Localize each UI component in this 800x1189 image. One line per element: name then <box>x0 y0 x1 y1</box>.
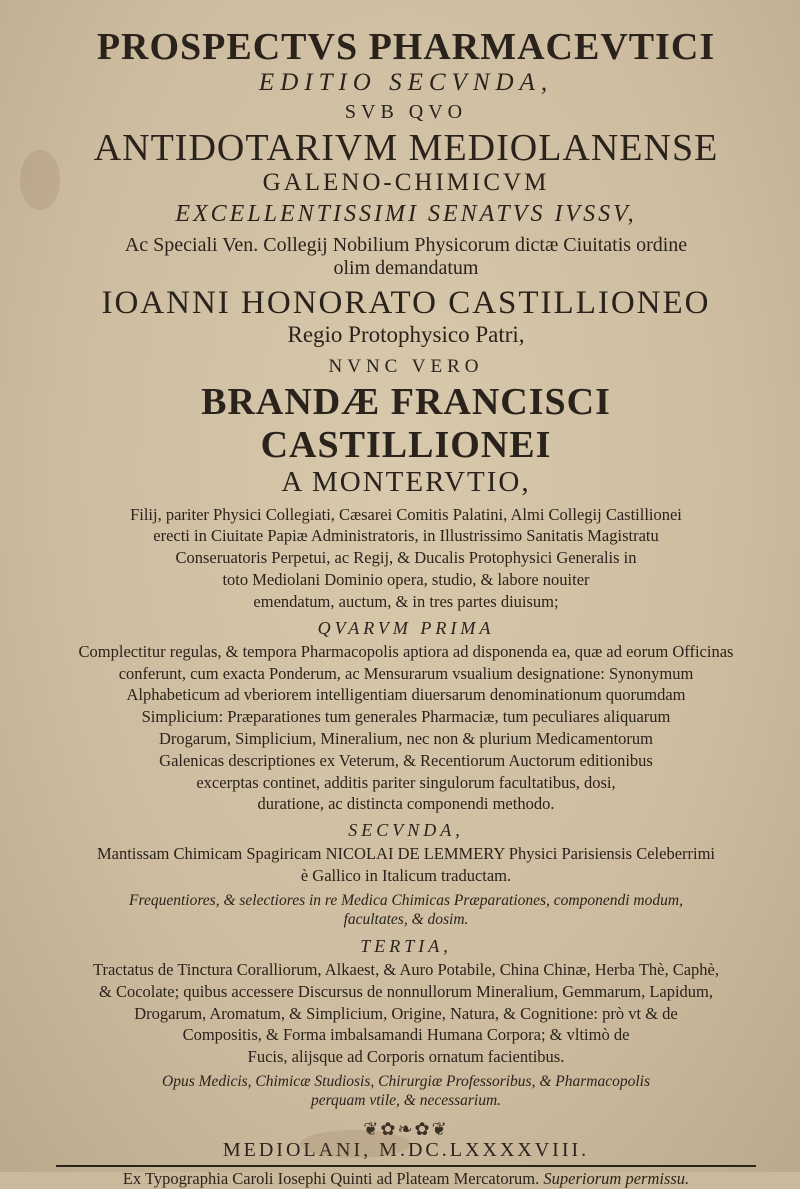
part-italic-line: Frequentiores, & selectiores in re Medica Chimicas Præparationes, componendi modum, <box>129 891 683 909</box>
part-line: Simplicium: Præparationes tum generales Pharmaciæ, tum peculiares aliquarum <box>141 707 671 727</box>
main-title: PROSPECTVS PHARMACEVTICI <box>96 26 716 68</box>
imprint-place-date: MEDIOLANI, M.DC.LXXXXVIII. <box>222 1138 590 1161</box>
author-father-name: IOANNI HONORATO CASTILLIONEO <box>101 285 711 322</box>
author-son-place: A MONTERVTIO, <box>281 466 531 499</box>
collegium-line: Ac Speciali Ven. Collegij Nobilium Physicorum dictæ Ciuitatis ordine <box>124 234 688 257</box>
author-son-name: BRANDÆ FRANCISCI CASTILLIONEI <box>201 381 611 466</box>
part-heading: TERTIA, <box>360 935 452 956</box>
paper-stain <box>300 1130 410 1158</box>
description-line: Filij, pariter Physici Collegiati, Cæsarei Comitis Palatini, Almi Collegij Castillionei <box>130 504 682 524</box>
paper-stain <box>20 150 60 210</box>
part-line: & Cocolate; quibus accessere Discursus de nonnullorum Mineralium, Gemmarum, Lapidum, <box>98 981 714 1001</box>
part-line: Drogarum, Aromatum, & Simplicium, Origine, Natura, & Cognitione: prò vt & de <box>134 1003 678 1023</box>
printer-line <box>56 1170 756 1188</box>
printer-ornament: ❦✿❧✿❦ <box>363 1118 449 1139</box>
part-italic-line: perquam vtile, & necessarium. <box>310 1091 502 1109</box>
part-line: Complectitur regulas, & tempora Pharmacopolis aptiora ad disponenda ea, quæ ad eorum Officinas <box>78 641 734 661</box>
description-line: toto Mediolani Dominio opera, studio, & labore nouiter <box>222 570 590 590</box>
part-line: Fucis, alijsque ad Corporis ornatum facientibus. <box>247 1047 565 1067</box>
part-line: excerptas continet, additis pariter singulorum facultatibus, dosi, <box>196 772 616 792</box>
part-line: Drogarum, Simplicium, Mineralium, nec non & plurium Medicamentorum <box>159 729 653 748</box>
part-line: è Gallico in Italicum traductam. <box>300 866 512 886</box>
permission-note: Superiorum permissu. <box>543 1169 690 1189</box>
part-line: Compositis, & Forma imbalsamandi Humana Corpora; & vltimò de <box>182 1025 630 1045</box>
nunc-vero-line: NVNC VERO <box>328 355 484 377</box>
part-line: duratione, ac distincta componendi methodo. <box>257 794 555 814</box>
part-line: Mantissam Chimicam Spagiricam NICOLAI DE LEMMERY Physici Parisiensis Celeberrimi <box>96 844 716 864</box>
part-heading: QVARVM PRIMA <box>317 617 495 638</box>
part-secunda <box>56 820 756 930</box>
galeno-chimicum-line: GALENO-CHIMICVM <box>262 169 550 197</box>
part-italic-line: facultates, & dosim. <box>343 910 469 928</box>
demandatum-line: olim demandatum <box>333 256 479 279</box>
imprint-rule <box>56 1165 756 1167</box>
part-line: Alphabeticum ad vberiorem intelligentiam diuersarum denominationum quorumdam <box>126 685 686 705</box>
part-prima <box>56 618 756 815</box>
part-line: Galenicas descriptiones ex Veterum, & Recentiorum Auctorum editionibus <box>159 750 653 770</box>
senatus-line: EXCELLENTISSIMI SENATVS IVSSV, <box>175 201 637 228</box>
printer-name: Ex Typographia Caroli Iosephi Quinti ad Plateam Mercatorum. <box>122 1169 540 1189</box>
description-line: erecti in Ciuitate Papiæ Administratoris, in Illustrissimo Sanitatis Magistratu <box>153 526 659 546</box>
author-father-title: Regio Protophysico Patri, <box>287 322 525 348</box>
part-line: conferunt, cum exacta Ponderum, ac Mensurarum vsualium designatione: Synonymum <box>118 663 694 683</box>
part-italic-line: Opus Medicis, Chimicæ Studiosis, Chirurgiæ Professoribus, & Pharmacopolis <box>162 1072 650 1090</box>
description-line: Conseruatoris Perpetui, ac Regij, & Ducalis Protophysici Generalis in <box>175 548 637 568</box>
sub-quo-line: SVB QVO <box>344 100 468 123</box>
part-tertia <box>56 936 756 1111</box>
edition-line: EDITIO SECVNDA, <box>258 68 554 96</box>
antidotarium-line: ANTIDOTARIVM MEDIOLANENSE <box>93 126 719 169</box>
part-heading: SECVNDA, <box>348 820 464 841</box>
description-line: emendatum, auctum, & in tres partes diuisum; <box>253 591 559 611</box>
description-block <box>56 505 756 612</box>
part-line: Tractatus de Tinctura Coralliorum, Alkaest, & Auro Potabile, China Chinæ, Herba Thè, Caphè, <box>92 959 720 979</box>
